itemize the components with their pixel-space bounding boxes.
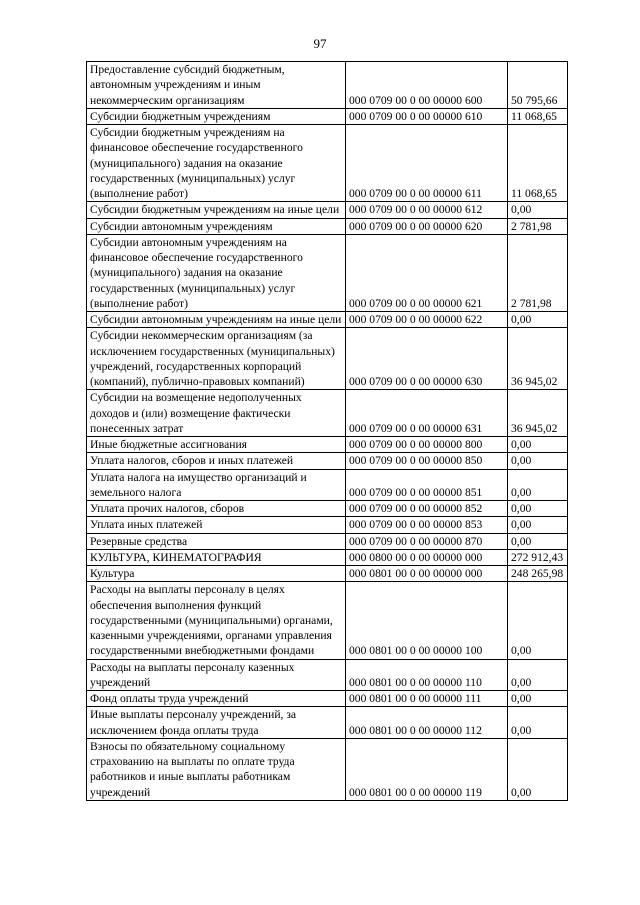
row-code: 000 0801 00 0 00 00000 112 — [346, 707, 508, 739]
row-amount: 0,00 — [508, 582, 568, 659]
row-code: 000 0709 00 0 00 00000 870 — [346, 533, 508, 549]
row-name: Предоставление субсидий бюджетным, автономным учреждениям и иным некоммерческим организациям — [87, 62, 346, 109]
row-code: 000 0709 00 0 00 00000 621 — [346, 234, 508, 311]
row-code: 000 0709 00 0 00 00000 631 — [346, 390, 508, 437]
table-row — [87, 125, 568, 202]
row-code: 000 0709 00 0 00 00000 853 — [346, 517, 508, 533]
row-name: Субсидии бюджетным учреждениям на финансовое обеспечение государственного (муниципального) задания на оказание государственных (муниципальных) услуг (выполнение работ) — [87, 125, 346, 202]
budget-table — [86, 61, 568, 801]
row-code: 000 0709 00 0 00 00000 612 — [346, 202, 508, 218]
row-code: 000 0801 00 0 00 00000 119 — [346, 738, 508, 800]
row-amount: 50 795,66 — [508, 62, 568, 109]
row-name: Субсидии на возмещение недополученных доходов и (или) возмещение фактически понесенных затрат — [87, 390, 346, 437]
row-name: КУЛЬТУРА, КИНЕМАТОГРАФИЯ — [87, 549, 346, 565]
table-row — [87, 691, 568, 707]
row-name: Субсидии автономным учреждениям — [87, 218, 346, 234]
table-row — [87, 738, 568, 800]
row-name: Уплата налога на имущество организаций и земельного налога — [87, 469, 346, 501]
table-row — [87, 312, 568, 328]
budget-table-body — [87, 62, 568, 801]
row-amount: 0,00 — [508, 691, 568, 707]
row-name: Резервные средства — [87, 533, 346, 549]
row-name: Субсидии бюджетным учреждениям на иные цели — [87, 202, 346, 218]
row-code: 000 0709 00 0 00 00000 620 — [346, 218, 508, 234]
row-name: Субсидии автономным учреждениям на финансовое обеспечение государственного (муниципального) задания на оказание государственных (муниципальных) услуг (выполнение работ) — [87, 234, 346, 311]
row-name: Уплата налогов, сборов и иных платежей — [87, 453, 346, 469]
row-code: 000 0800 00 0 00 00000 000 — [346, 549, 508, 565]
table-row — [87, 218, 568, 234]
row-code: 000 0709 00 0 00 00000 600 — [346, 62, 508, 109]
row-name: Фонд оплаты труда учреждений — [87, 691, 346, 707]
row-amount: 0,00 — [508, 501, 568, 517]
table-row — [87, 707, 568, 739]
row-amount: 272 912,43 — [508, 549, 568, 565]
row-amount: 0,00 — [508, 312, 568, 328]
row-name: Взносы по обязательному социальному страхованию на выплаты по оплате труда работников и иные выплаты работникам учреждений — [87, 738, 346, 800]
row-amount: 2 781,98 — [508, 218, 568, 234]
table-row — [87, 108, 568, 124]
row-name: Субсидии некоммерческим организациям (за исключением государственных (муниципальных) учреждений, государственных корпораций (компаний), публично-правовых компаний) — [87, 328, 346, 390]
row-amount: 0,00 — [508, 738, 568, 800]
table-row — [87, 566, 568, 582]
table-row — [87, 437, 568, 453]
table-row — [87, 328, 568, 390]
table-row — [87, 582, 568, 659]
row-code: 000 0801 00 0 00 00000 111 — [346, 691, 508, 707]
table-row — [87, 202, 568, 218]
table-row — [87, 533, 568, 549]
row-name: Расходы на выплаты персоналу в целях обеспечения выполнения функций государственными (муниципальными) органами, казенными учреждениями, органами управления государственными внебюджетными фондами — [87, 582, 346, 659]
row-amount: 0,00 — [508, 707, 568, 739]
row-code: 000 0709 00 0 00 00000 622 — [346, 312, 508, 328]
row-amount: 36 945,02 — [508, 328, 568, 390]
table-row — [87, 469, 568, 501]
row-code: 000 0709 00 0 00 00000 630 — [346, 328, 508, 390]
row-code: 000 0709 00 0 00 00000 611 — [346, 125, 508, 202]
row-amount: 0,00 — [508, 453, 568, 469]
row-name: Уплата прочих налогов, сборов — [87, 501, 346, 517]
row-code: 000 0709 00 0 00 00000 800 — [346, 437, 508, 453]
page-number: 97 — [313, 36, 327, 51]
table-row — [87, 659, 568, 691]
row-amount: 248 265,98 — [508, 566, 568, 582]
table-row — [87, 453, 568, 469]
row-amount: 0,00 — [508, 659, 568, 691]
row-code: 000 0709 00 0 00 00000 851 — [346, 469, 508, 501]
row-amount: 0,00 — [508, 533, 568, 549]
row-name: Иные выплаты персоналу учреждений, за исключением фонда оплаты труда — [87, 707, 346, 739]
row-amount: 0,00 — [508, 437, 568, 453]
row-code: 000 0709 00 0 00 00000 852 — [346, 501, 508, 517]
row-name: Уплата иных платежей — [87, 517, 346, 533]
row-name: Субсидии автономным учреждениям на иные цели — [87, 312, 346, 328]
row-amount: 0,00 — [508, 469, 568, 501]
row-amount: 36 945,02 — [508, 390, 568, 437]
row-code: 000 0709 00 0 00 00000 610 — [346, 108, 508, 124]
row-name: Иные бюджетные ассигнования — [87, 437, 346, 453]
table-row — [87, 234, 568, 311]
row-name: Субсидии бюджетным учреждениям — [87, 108, 346, 124]
table-row — [87, 501, 568, 517]
table-row — [87, 549, 568, 565]
row-amount: 11 068,65 — [508, 125, 568, 202]
row-code: 000 0709 00 0 00 00000 850 — [346, 453, 508, 469]
table-row — [87, 390, 568, 437]
row-amount: 11 068,65 — [508, 108, 568, 124]
row-amount: 2 781,98 — [508, 234, 568, 311]
row-name: Расходы на выплаты персоналу казенных учреждений — [87, 659, 346, 691]
row-name: Культура — [87, 566, 346, 582]
row-amount: 0,00 — [508, 517, 568, 533]
row-code: 000 0801 00 0 00 00000 100 — [346, 582, 508, 659]
row-amount: 0,00 — [508, 202, 568, 218]
row-code: 000 0801 00 0 00 00000 110 — [346, 659, 508, 691]
table-row — [87, 62, 568, 109]
table-row — [87, 517, 568, 533]
row-code: 000 0801 00 0 00 00000 000 — [346, 566, 508, 582]
